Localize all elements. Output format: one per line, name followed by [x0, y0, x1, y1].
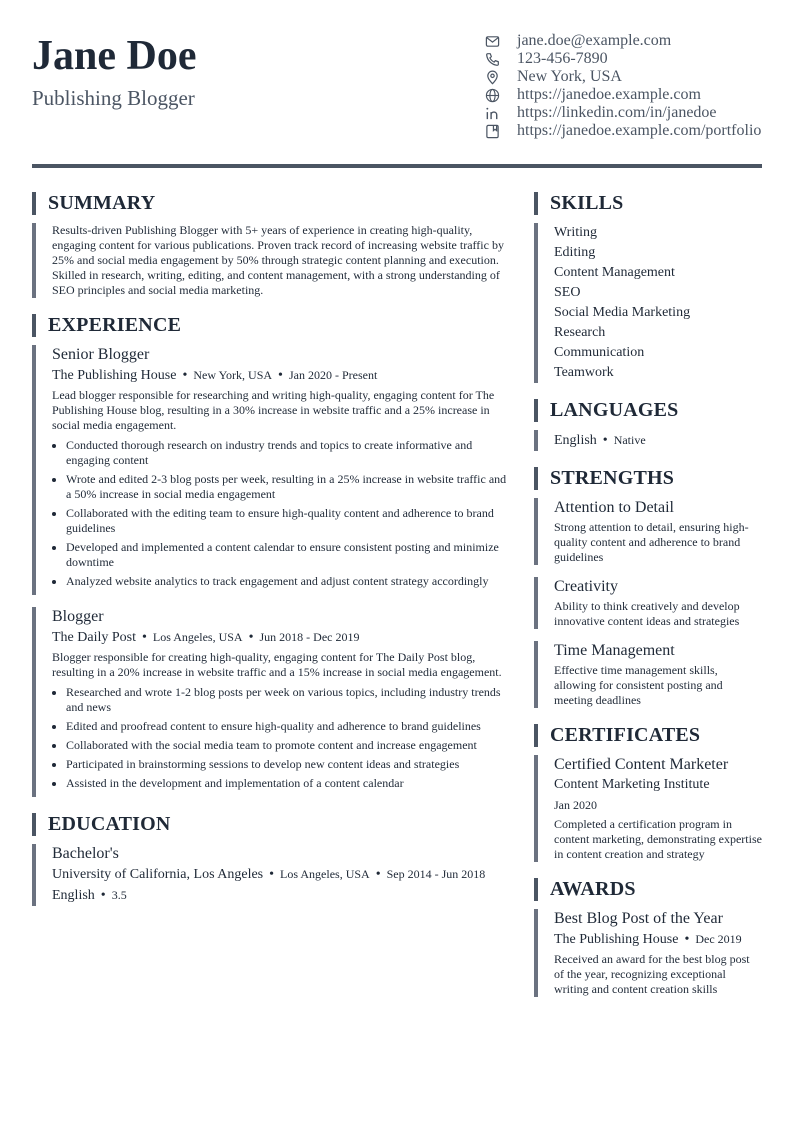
- certificate-entry: [534, 755, 762, 862]
- contact-phone[interactable]: [484, 50, 761, 68]
- strength-title: Attention to Detail: [554, 499, 674, 516]
- strength-entry: [534, 641, 762, 708]
- left-column: [32, 192, 510, 922]
- job-role: Blogger: [52, 608, 104, 625]
- contact-email[interactable]: [484, 32, 761, 50]
- job-bullets: [52, 685, 510, 791]
- certificate-text: Completed a certification program in content marketing, demonstrating expertise in content creation and strategy: [554, 817, 762, 861]
- job-description: Blogger responsible for creating high-quality, engaging content for The Daily Post blog, resulting in a 20% increase in website traffic and a 15% increase in social media engagement.: [52, 650, 502, 679]
- section-heading: SKILLS: [534, 192, 762, 215]
- skill-item: Social Media Marketing: [554, 305, 691, 320]
- contact-website[interactable]: [484, 86, 761, 104]
- contact-linkedin[interactable]: [484, 104, 761, 122]
- certificates-section: [534, 724, 762, 862]
- section-heading: EXPERIENCE: [32, 314, 510, 337]
- contact-text: 123-456-7890: [517, 50, 608, 67]
- languages-section: [534, 399, 762, 451]
- right-column: [534, 192, 762, 1013]
- education-meta: University of California, Los Angeles • Los Angeles, USA • Sep 2014 - Jun 2018: [52, 867, 486, 882]
- phone-icon: [484, 51, 501, 68]
- contact-text: jane.doe@example.com: [517, 32, 672, 49]
- language-name: English: [554, 433, 597, 448]
- resume-page: [32, 0, 762, 996]
- award-entry: [534, 909, 762, 997]
- strength-text: Ability to think creatively and develop innovative content ideas and strategies: [554, 599, 740, 628]
- language-entry: [534, 430, 762, 451]
- contact-portfolio[interactable]: [484, 122, 761, 140]
- certificate-issuer: Content Marketing Institute: [554, 777, 710, 792]
- strength-text: Strong attention to detail, ensuring high-quality content and adherence to brand guidelines: [554, 520, 749, 564]
- award-title: Best Blog Post of the Year: [554, 910, 723, 927]
- list-item: • Researched and wrote 1-2 blog posts per week on various topics, including industry trends and news: [66, 685, 510, 715]
- linkedin-icon: [484, 105, 501, 122]
- award-meta: The Publishing House • Dec 2019: [554, 932, 742, 947]
- job-dates: Jan 2020 - Present: [288, 368, 378, 382]
- education-location: Los Angeles, USA: [280, 867, 370, 881]
- list-item: • Assisted in the development and implementation of a content calendar: [66, 776, 510, 791]
- globe-icon: [484, 87, 501, 104]
- summary-section: [32, 192, 510, 298]
- education-field-row: English • 3.5: [52, 888, 127, 903]
- skill-item: Editing: [554, 245, 596, 260]
- strength-title: Time Management: [554, 642, 675, 659]
- job-meta: The Publishing House • New York, USA • Jan 2020 - Present: [52, 368, 378, 383]
- contact-text: https://janedoe.example.com: [517, 86, 701, 103]
- section-heading: AWARDS: [534, 878, 762, 901]
- education-section: [32, 813, 510, 906]
- award-date: Dec 2019: [695, 932, 742, 946]
- contact-text: https://linkedin.com/in/janedoe: [517, 104, 717, 121]
- job-dates: Jun 2018 - Dec 2019: [259, 630, 360, 644]
- skill-item: Content Management: [554, 265, 675, 280]
- contact-location: [484, 68, 761, 86]
- strength-text: Effective time management skills, allowing for consistent posting and meeting deadlines: [554, 663, 723, 707]
- strength-entry: [534, 577, 762, 629]
- resume-header: [32, 0, 762, 166]
- skill-item: Writing: [554, 225, 597, 240]
- job-bullets: [52, 438, 510, 589]
- language-level: Native: [613, 433, 646, 447]
- job-location: Los Angeles, USA: [152, 630, 243, 644]
- list-item: • Participated in brainstorming sessions to develop new content ideas and strategies: [66, 757, 510, 772]
- strengths-section: [534, 467, 762, 708]
- certificate-title: Certified Content Marketer: [554, 756, 729, 773]
- award-issuer: The Publishing House: [554, 932, 679, 947]
- language-row: English • Native: [554, 433, 646, 448]
- list-item: • Developed and implemented a content calendar to ensure consistent posting and minimize downtime: [66, 540, 510, 570]
- education-dates: Sep 2014 - Jun 2018: [386, 867, 486, 881]
- mail-icon: [484, 33, 501, 50]
- job-description: Lead blogger responsible for researching and writing high-quality, engaging content for The Publishing House blog, resulting in a 30% increase in website traffic and a 25% increase in social media engagement.: [52, 388, 495, 432]
- location-pin-icon: [484, 69, 501, 86]
- skills-section: [534, 192, 762, 383]
- list-item: • Collaborated with the editing team to ensure high-quality content and adherence to brand guidelines: [66, 506, 510, 536]
- list-item: • Collaborated with the social media team to promote content and increase engagement: [66, 738, 510, 753]
- section-heading: CERTIFICATES: [534, 724, 762, 747]
- section-heading: SUMMARY: [32, 192, 510, 215]
- contact-list: [484, 32, 761, 140]
- section-body: [32, 223, 510, 298]
- list-item: • Conducted thorough research on industry trends and topics to create informative and engaging content: [66, 438, 510, 468]
- candidate-name: Jane Doe: [32, 33, 197, 79]
- job-company: The Daily Post: [52, 630, 136, 645]
- skill-item: Communication: [554, 345, 645, 360]
- awards-section: [534, 878, 762, 997]
- education-entry: [32, 844, 510, 906]
- experience-entry: [32, 345, 510, 595]
- job-location: New York, USA: [193, 368, 273, 382]
- job-role: Senior Blogger: [52, 346, 150, 363]
- job-meta: The Daily Post • Los Angeles, USA • Jun 2018 - Dec 2019: [52, 630, 360, 645]
- job-company: The Publishing House: [52, 368, 177, 383]
- section-heading: STRENGTHS: [534, 467, 762, 490]
- list-item: • Analyzed website analytics to track engagement and adjust content strategy accordingly: [66, 574, 510, 589]
- education-field: English: [52, 888, 95, 903]
- education-degree: Bachelor's: [52, 845, 119, 862]
- portfolio-icon: [484, 123, 501, 140]
- header-divider: [32, 164, 762, 168]
- education-gpa: 3.5: [111, 888, 127, 902]
- skills-list: [534, 223, 762, 383]
- summary-text: Results-driven Publishing Blogger with 5+ years of experience in creating high-quality, engaging content for various publications. Proven track record of increasing website traffic by 25% and social media engagement by 50% through strategic content planning and execution. Skilled in research, writing, editing, and content management, with a strong understanding of SEO principles and social media marketing.: [52, 223, 504, 297]
- award-text: Received an award for the best blog post of the year, recognizing exceptional writing and content creation skills: [554, 952, 750, 996]
- skill-item: Research: [554, 325, 606, 340]
- skill-item: Teamwork: [554, 365, 614, 380]
- candidate-title: Publishing Blogger: [32, 86, 195, 110]
- contact-text: New York, USA: [517, 68, 622, 85]
- certificate-date: Jan 2020: [554, 798, 597, 812]
- contact-text: https://janedoe.example.com/portfolio: [517, 122, 762, 139]
- education-school: University of California, Los Angeles: [52, 867, 264, 882]
- experience-entry: [32, 607, 510, 797]
- strength-title: Creativity: [554, 578, 618, 595]
- list-item: • Edited and proofread content to ensure high-quality and adherence to brand guidelines: [66, 719, 510, 734]
- experience-section: [32, 314, 510, 797]
- section-heading: LANGUAGES: [534, 399, 762, 422]
- section-heading: EDUCATION: [32, 813, 510, 836]
- list-item: • Wrote and edited 2-3 blog posts per week, resulting in a 25% increase in website traffic and a 50% increase in social media engagement: [66, 472, 510, 502]
- strength-entry: [534, 498, 762, 565]
- skill-item: SEO: [554, 285, 581, 300]
